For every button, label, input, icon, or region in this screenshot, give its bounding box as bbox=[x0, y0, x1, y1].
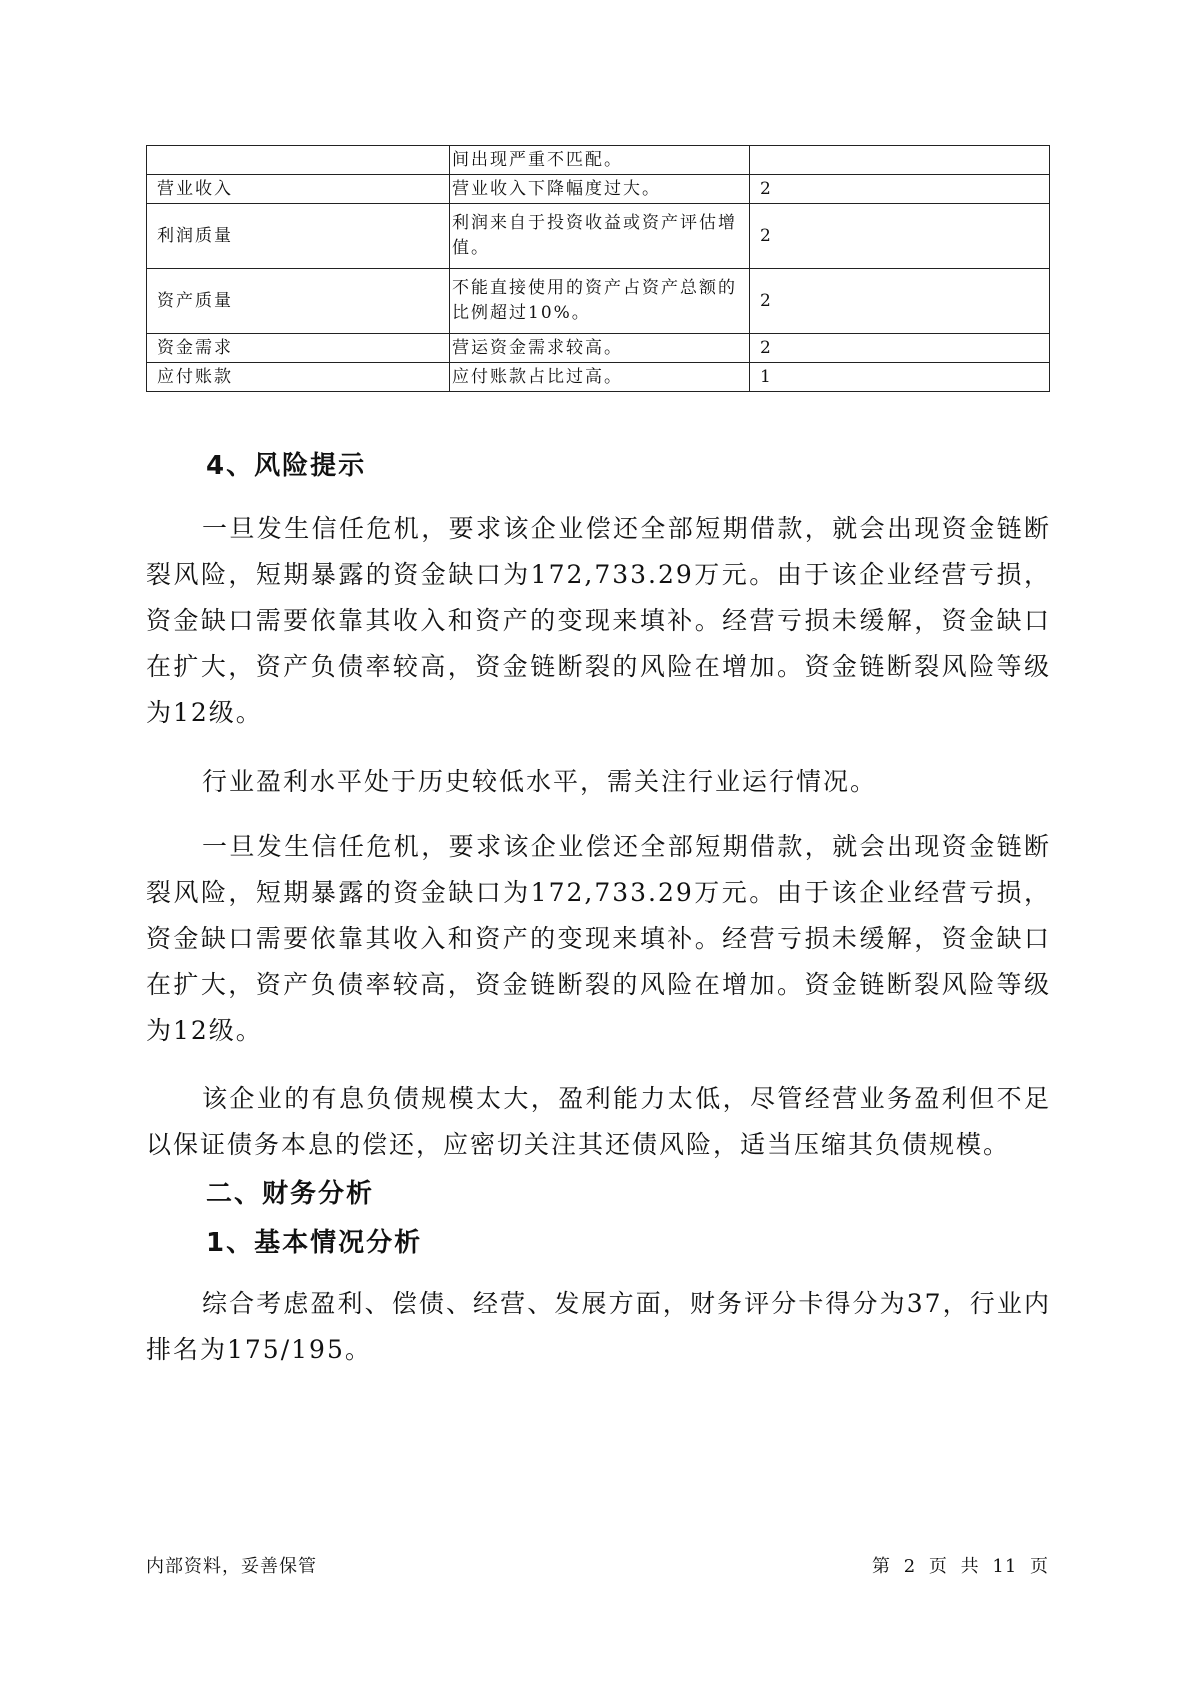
risk-item-cell: 应付账款 bbox=[147, 363, 450, 392]
risk-item-cell: 资产质量 bbox=[147, 269, 450, 334]
section-heading-risk-notice: 4、风险提示 bbox=[206, 451, 367, 481]
risk-desc-cell: 应付账款占比过高。 bbox=[450, 363, 750, 392]
risk-level-cell bbox=[750, 146, 1050, 175]
section-heading-financial-analysis: 二、财务分析 bbox=[206, 1179, 375, 1209]
paragraph: 一旦发生信任危机，要求该企业偿还全部短期借款，就会出现资金链断裂风险，短期暴露的资金缺口为172,733.29万元。由于该企业经营亏损，资金缺口需要依靠其收入和资产的变现来填补。经营亏损未缓解，资金缺口在扩大，资产负债率较高，资金链断裂的风险在增加。资金链断裂风险等级为12级。 bbox=[146, 514, 1051, 727]
risk-level-cell: 2 bbox=[750, 334, 1050, 363]
table-row bbox=[147, 269, 1050, 334]
risk-item-cell bbox=[147, 146, 450, 175]
risk-item-cell: 利润质量 bbox=[147, 204, 450, 269]
table-row bbox=[147, 334, 1050, 363]
risk-level-cell: 2 bbox=[750, 175, 1050, 204]
table-row bbox=[147, 146, 1050, 175]
paragraph: 该企业的有息负债规模太大，盈利能力太低，尽管经营业务盈利但不足以保证债务本息的偿还，应密切关注其还债风险，适当压缩其负债规模。 bbox=[146, 1084, 1051, 1159]
risk-item-cell: 营业收入 bbox=[147, 175, 450, 204]
risk-level-cell: 1 bbox=[750, 363, 1050, 392]
table-row bbox=[147, 363, 1050, 392]
risk-level-cell: 2 bbox=[750, 269, 1050, 334]
table-row bbox=[147, 175, 1050, 204]
footer-confidential-note: 内部资料，妥善保管 bbox=[146, 1556, 317, 1577]
table-row bbox=[147, 204, 1050, 269]
risk-desc-cell: 利润来自于投资收益或资产评估增值。 bbox=[450, 204, 750, 269]
risk-desc-cell: 营运资金需求较高。 bbox=[450, 334, 750, 363]
risk-level-cell: 2 bbox=[750, 204, 1050, 269]
subsection-heading-basic-analysis: 1、基本情况分析 bbox=[206, 1228, 423, 1258]
paragraph: 综合考虑盈利、偿债、经营、发展方面，财务评分卡得分为37，行业内排名为175/195。 bbox=[146, 1289, 1051, 1364]
risk-desc-cell: 间出现严重不匹配。 bbox=[450, 146, 750, 175]
risk-desc-cell: 不能直接使用的资产占资产总额的比例超过10%。 bbox=[450, 269, 750, 334]
risk-table bbox=[146, 145, 1050, 392]
page-number: 第 2 页 共 11 页 bbox=[872, 1556, 1049, 1577]
paragraph: 行业盈利水平处于历史较低水平，需关注行业运行情况。 bbox=[202, 767, 878, 796]
paragraph: 一旦发生信任危机，要求该企业偿还全部短期借款，就会出现资金链断裂风险，短期暴露的资金缺口为172,733.29万元。由于该企业经营亏损，资金缺口需要依靠其收入和资产的变现来填补。经营亏损未缓解，资金缺口在扩大，资产负债率较高，资金链断裂的风险在增加。资金链断裂风险等级为12级。 bbox=[146, 832, 1051, 1045]
risk-desc-cell: 营业收入下降幅度过大。 bbox=[450, 175, 750, 204]
risk-item-cell: 资金需求 bbox=[147, 334, 450, 363]
